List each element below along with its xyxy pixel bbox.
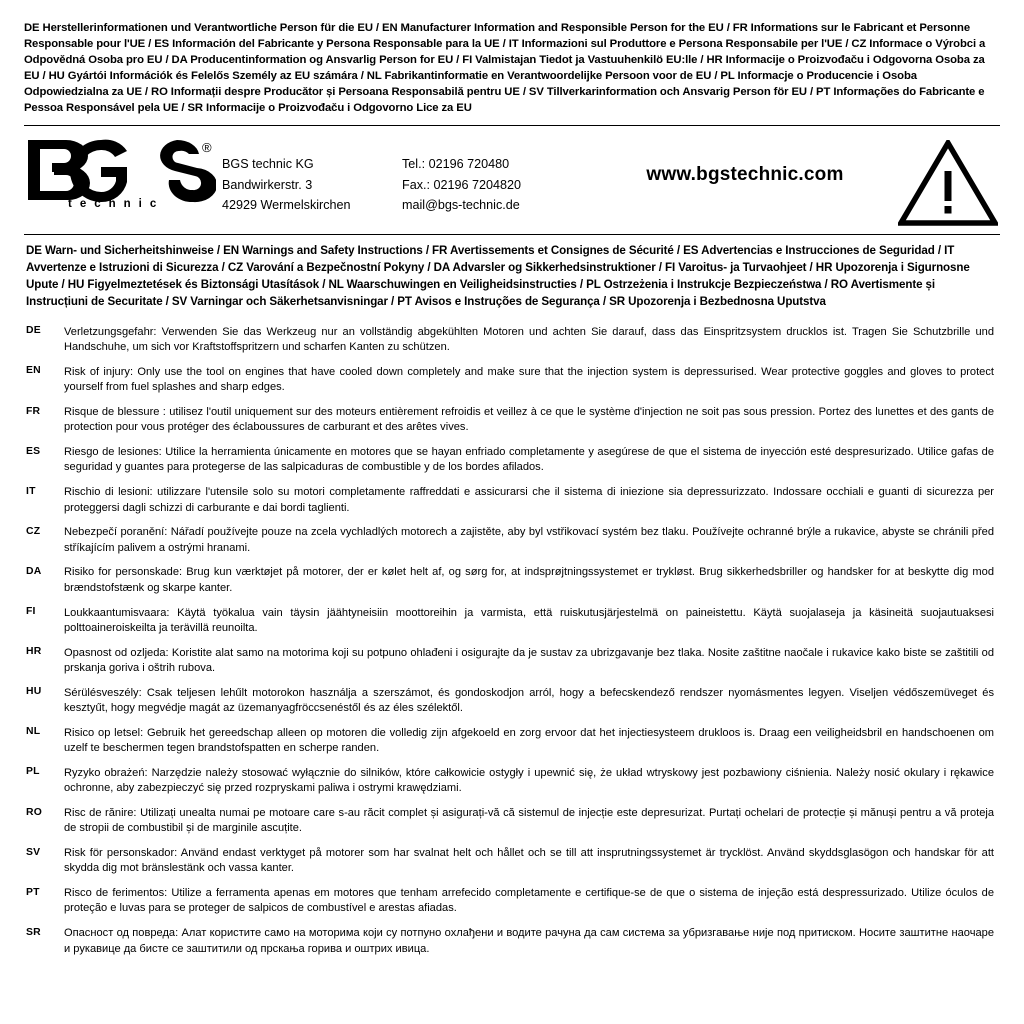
language-code: PL [26,766,40,778]
language-code: SV [26,846,41,858]
list-item [26,806,998,837]
company-street: Bandwirkerstr. 3 [222,177,313,192]
warning-text: Ryzyko obrażeń: Narzędzie należy stosować wyłącznie do silników, które całkowicie ostygły i upewnić się, że układ wtryskowy jest pozbawiony ciśnienia. Należy nosić okulary i rękawice ochronne, aby zabezpieczyć się przed rozpryskami paliwa i ostrymi krawędziami. [64,766,994,795]
bgs-logo [26,136,222,210]
language-code: NL [26,726,41,738]
warning-text: Sérülésveszély: Csak teljesen lehűlt motorokon használja a szerszámot, és gondoskodjon arról, hogy a befecskendező rendszer nyomásmentes legyen. Viseljen védőszemüveget és kesztyűt, hogy megvédje magát az üzemanyagfröccsenéstől és az éles szélektől. [64,686,994,715]
list-item [26,686,998,717]
language-code: HU [26,686,42,698]
registered-mark: ® [202,140,212,156]
language-code: CZ [26,525,41,537]
list-item [26,445,998,476]
warning-text: Risk of injury: Only use the tool on engines that have cooled down completely and make sure that the injection system is depressurised. Wear protective goggles and gloves to protect yourself from fuel splashes and sharp edges. [64,365,994,394]
language-code: DE [26,325,41,337]
list-item [26,405,998,436]
company-info-band [24,126,1000,234]
warning-triangle-graphic [898,140,998,226]
warning-text: Risiko for personskade: Brug kun værktøjet på motorer, der er kølet helt af, og sørg for, at indsprøjtningssystemet er trykløst. Brug sikkerhedsbriller og handsker for at beskytte dig mod brændstofstænk og skarpe kanter. [64,566,994,594]
list-item [26,565,998,596]
company-address [222,136,402,215]
list-item [26,886,998,917]
warning-text: Risk för personskador: Använd endast verktyget på motorer som har svalnat helt och hållet och se till att insprutningssystemet är trycklöst. Använd skyddsglasögon och handskar för att skydda dig mot bränslestänk och vassa kanter. [64,847,994,875]
warning-text: Verletzungsgefahr: Verwenden Sie das Werkzeug nur an vollständig abgekühlten Motoren und achten Sie darauf, dass das Einspritzsystem drucklos ist. Tragen Sie Schutzbrille und Handschuhe, um sich vor Kraftstoffspritzern und scharfen Kanten zu schützen. [64,325,994,354]
safety-section-title: DE Warn- und Sicherheitshinweise / EN Warnings and Safety Instructions / FR Avertissements et Consignes de Sécurité / ES Advertencias e Instrucciones de Seguridad / IT Avvertenze e Istruzioni di Sicurezza / CZ Varování a Bezpečnostní Pokyny / DA Advarsler og Sikkerhedsinstruktioner / FI Varoitus- ja Turvaohjeet / HR Upozorenja i Sigurnosne Upute / HU Figyelmeztetések és Biztonsági Utasítások / NL Waarschuwingen en Veiligheidsinstructies / PL Ostrzeżenia i Instrukcje Bezpieczeństwa / RO Avertismente și Instrucțiuni de Securitate / SV Varningar och Säkerhetsanvisningar / PT Avisos e Instruções de Segurança / SR Upozorenja i Bezbednosna Uputstva [26,244,970,308]
language-code: HR [26,646,42,658]
language-code: ES [26,445,41,457]
warnings-list [24,311,1000,957]
warning-text: Nebezpečí poranění: Nářadí používejte pouze na zcela vychladlých motorech a zajistěte, aby byl vstřikovací systém bez tlaku. Používejte ochranné brýle a rukavice, abyste se chránili před stříkajícím palivem a ostrými hranami. [64,526,994,554]
warning-text: Опасност од повреда: Алат користите само на моторима који су потпуно охлађени и водите рачуна да сам система за убризгавање није под притиском. Носите заштитне наочаре и рукавице да бисте се заштитили од прскања горива и оштрих ивица. [64,927,994,955]
list-item [26,365,998,396]
language-code: EN [26,365,41,377]
company-city: 42929 Wermelskirchen [222,197,351,212]
warning-text: Risque de blessure : utilisez l'outil uniquement sur des moteurs entièrement refroidis et veillez à ce que le système d'injection ne soit pas sous pression. Portez des lunettes et des gants de protection pour vous protéger des éclaboussures de carburant et des arêtes vives. [64,406,994,434]
company-email[interactable]: mail@bgs-technic.de [402,197,520,212]
company-website[interactable]: www.bgstechnic.com [646,164,844,186]
language-code: FI [26,606,36,618]
list-item [26,606,998,637]
warning-triangle-icon [888,136,998,226]
company-fax: Fax.: 02196 7204820 [402,177,522,192]
language-code: SR [26,926,41,938]
language-code: PT [26,886,40,898]
logo-subtext: t e c h n i c [68,198,159,211]
warning-text: Opasnost od ozljeda: Koristite alat samo na motorima koji su potpuno ohlađeni i osigurajte da je sustav za ubrizgavanje bez tlaka. Nosite zaštitne naočale i rukavice kako biste se zaštitili od prskanja goriva i oštrih rubova. [64,646,994,674]
warning-text: Risc de rănire: Utilizați unealta numai pe motoare care s-au răcit complet și asigurați-vă că sistemul de injecție este depresurizat. Purtați ochelari de protecție și mănuși pentru a vă proteja de stropii de combustibil și de marginile ascuțite. [64,807,994,835]
warning-text: Risico op letsel: Gebruik het gereedschap alleen op motoren die volledig zijn afgekoeld en zorg ervoor dat het injectiesysteem drukloos is. Draag een veiligheidsbril en handschoenen om uzelf te beschermen tegen brandstofspatten en scherpe randen. [64,726,994,755]
list-item [26,325,998,356]
language-code: IT [26,485,36,497]
company-tel: Tel.: 02196 720480 [402,157,510,172]
list-item [26,766,998,797]
warning-text: Loukkaantumisvaara: Käytä työkalua vain täysin jäähtyneisiin moottoreihin ja varmista, että ruiskutusjärjestelmä on paineistettu. Käytä suojalaseja ja käsineitä suojautuaksesi polttoaineroiskeilta ja terävillä reunoilta. [64,606,994,634]
warning-text: Rischio di lesioni: utilizzare l'utensile solo su motori completamente raffreddati e assicurarsi che il sistema di iniezione sia depressurizzato. Indossare occhiali e guanti di sicurezza per proteggersi dagli schizzi di carburante e dai bordi taglienti. [64,486,994,514]
list-item [26,485,998,516]
warning-text: Riesgo de lesiones: Utilice la herramienta únicamente en motores que se hayan enfriado completamente y asegúrese de que el sistema de inyección esté despresurizado. Utilice gafas de seguridad y guantes para protegerse de las salpicaduras de combustible y de los bordes afilados. [64,446,994,474]
language-code: FR [26,405,41,417]
language-code: RO [26,806,42,818]
warning-text: Risco de ferimentos: Utilize a ferramenta apenas em motores que tenham arrefecido completamente e certifique-se de que o sistema de injeção está despressurizado. Utilize óculos de proteção e luvas para se proteger de salpicos de combustível e arestas afiadas. [64,887,994,915]
manufacturer-info-heading: DE Herstellerinformationen und Verantwortliche Person für die EU / EN Manufacturer Information and Responsible Person for the EU / FR Informations sur le Fabricant et Personne Responsable pour l'UE / ES Información del Fabricante y Persona Responsable para la UE / IT Informazioni sul Produttore e Persona Responsabile per l'UE / CZ Informace o Výrobci a Odpovědná Osoba pro EU / DA Producentinformation og Ansvarlig Person for EU / FI Valmistajan Tiedot ja Vastuuhenkilö EU:lle / HR Informacije o Proizvođaču i Odgovorna Osoba za EU / HU Gyártói Információk és Felelős Személy az EU számára / NL Fabrikantinformatie en Verantwoordelijke Persoon voor de EU / PL Informacje o Producencie i Osoba Odpowiedzialna za UE / RO Informații despre Producător și Persoana Responsabilă pentru UE / SV Tillverkarinformation och Ansvarig Person för EU / PT Informações do Fabricante e Pessoa Responsável pela UE / SR Informacije o Proizvođaču i Odgovorno Lice za EU [24,22,986,115]
list-item [26,646,998,677]
company-name: BGS technic KG [222,157,314,172]
list-item [26,726,998,757]
company-contact [402,136,602,215]
language-code: DA [26,565,42,577]
list-item [26,926,998,957]
bgs-logo-graphic [26,138,216,210]
list-item [26,846,998,877]
list-item [26,525,998,556]
